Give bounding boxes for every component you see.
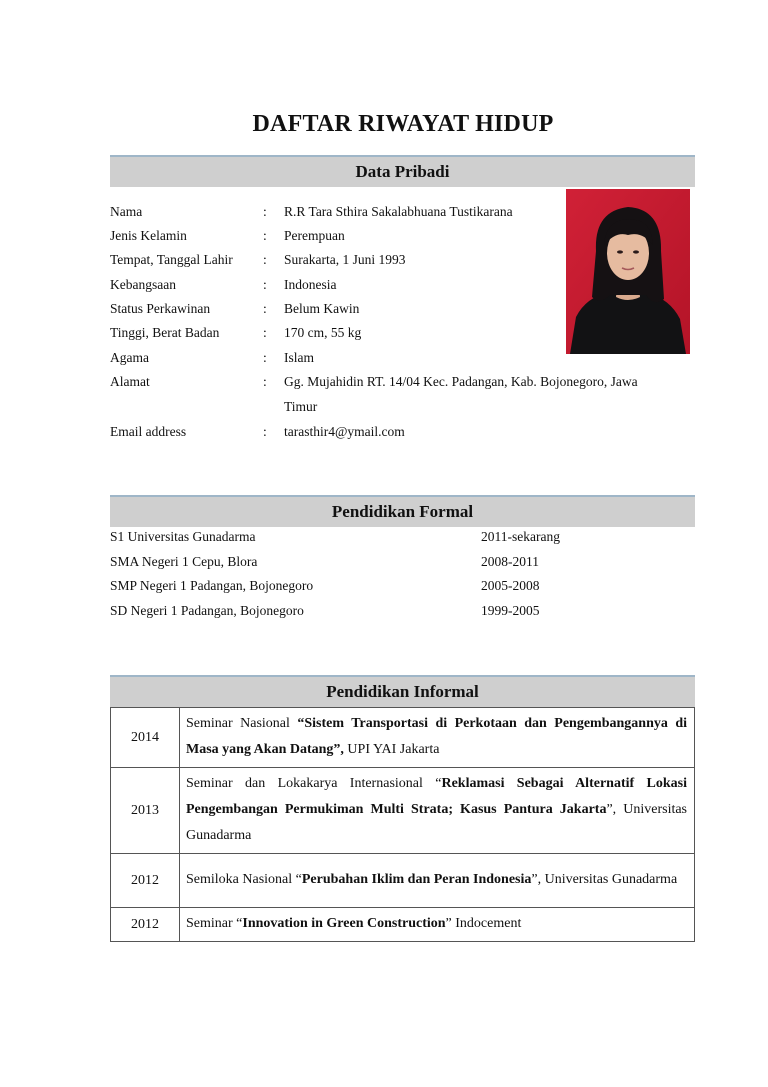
label-tinggi-berat: Tinggi, Berat Badan <box>110 325 220 340</box>
value-tinggi-berat: 170 cm, 55 kg <box>284 325 362 340</box>
table-row <box>111 908 695 942</box>
formal-school: SMA Negeri 1 Cepu, Blora <box>110 554 258 569</box>
colon: : <box>263 325 267 340</box>
colon: : <box>263 301 267 316</box>
colon: : <box>263 228 267 243</box>
formal-years: 2005-2008 <box>481 578 540 593</box>
informal-description <box>180 708 695 768</box>
desc-prefix: Seminar “ <box>186 916 243 931</box>
desc-suffix: ”, Universitas Gunadarma <box>186 802 688 843</box>
table-row <box>111 854 695 908</box>
desc-title: Perubahan Iklim dan Peran Indonesia <box>301 872 532 887</box>
table-row <box>111 768 695 854</box>
formal-school: SD Negeri 1 Padangan, Bojonegoro <box>110 603 304 618</box>
desc-suffix: ”, Universitas Gunadarma <box>531 872 678 887</box>
formal-years: 2011-sekarang <box>481 529 560 544</box>
profile-photo <box>566 189 690 354</box>
value-tempat-tanggal-lahir: Surakarta, 1 Juni 1993 <box>284 252 406 267</box>
colon: : <box>263 252 267 267</box>
desc-suffix: ” Indocement <box>445 916 522 931</box>
informal-year: 2012 <box>111 908 180 942</box>
label-alamat: Alamat <box>110 374 150 389</box>
informal-education-table <box>110 707 695 942</box>
colon: : <box>263 277 267 292</box>
value-nama: R.R Tara Sthira Sakalabhuana Tustikarana <box>284 204 513 219</box>
label-jenis-kelamin: Jenis Kelamin <box>110 228 187 243</box>
value-alamat-line2: Timur <box>284 399 318 414</box>
label-tempat-tanggal-lahir: Tempat, Tanggal Lahir <box>110 252 233 267</box>
desc-prefix: Semiloka Nasional “ <box>186 872 302 887</box>
page-title: DAFTAR RIWAYAT HIDUP <box>252 111 554 137</box>
value-status-perkawinan: Belum Kawin <box>284 301 360 316</box>
section-header-pendidikan-informal: Pendidikan Informal <box>110 675 695 707</box>
value-email: tarasthir4@ymail.com <box>284 424 405 439</box>
informal-year: 2012 <box>111 854 180 908</box>
label-kebangsaan: Kebangsaan <box>110 277 176 292</box>
informal-description <box>180 908 695 942</box>
desc-title: Innovation in Green Construction <box>242 916 446 931</box>
label-agama: Agama <box>110 350 149 365</box>
colon: : <box>263 374 267 389</box>
informal-year: 2014 <box>111 708 180 768</box>
label-nama: Nama <box>110 204 143 219</box>
value-jenis-kelamin: Perempuan <box>284 228 345 243</box>
label-status-perkawinan: Status Perkawinan <box>110 301 211 316</box>
desc-prefix: Seminar Nasional <box>186 716 298 731</box>
formal-school: SMP Negeri 1 Padangan, Bojonegoro <box>110 578 314 593</box>
informal-description <box>180 768 695 854</box>
desc-suffix: UPI YAI Jakarta <box>343 742 440 757</box>
colon: : <box>263 350 267 365</box>
desc-title: “Sistem Transportasi di Perkotaan dan Pengembangannya di Masa yang Akan Datang”, <box>186 716 688 757</box>
formal-years: 1999-2005 <box>481 603 540 618</box>
desc-prefix: Seminar dan Lokakarya Internasional “ <box>186 776 442 791</box>
informal-description <box>180 854 695 908</box>
informal-year: 2013 <box>111 768 180 854</box>
value-kebangsaan: Indonesia <box>284 277 337 292</box>
colon: : <box>263 424 267 439</box>
section-header-data-pribadi: Data Pribadi <box>110 155 695 187</box>
section-header-pendidikan-formal: Pendidikan Formal <box>110 495 695 527</box>
label-email: Email address <box>110 424 187 439</box>
colon: : <box>263 204 267 219</box>
desc-title: Reklamasi Sebagai Alternatif Lokasi Pengembangan Permukiman Multi Strata; Kasus Pantura Jakarta <box>186 776 687 817</box>
formal-years: 2008-2011 <box>481 554 539 569</box>
table-row <box>111 708 695 768</box>
formal-school: S1 Universitas Gunadarma <box>110 529 256 544</box>
value-agama: Islam <box>284 350 314 365</box>
value-alamat: Gg. Mujahidin RT. 14/04 Kec. Padangan, Kab. Bojonegoro, Jawa <box>284 374 638 389</box>
